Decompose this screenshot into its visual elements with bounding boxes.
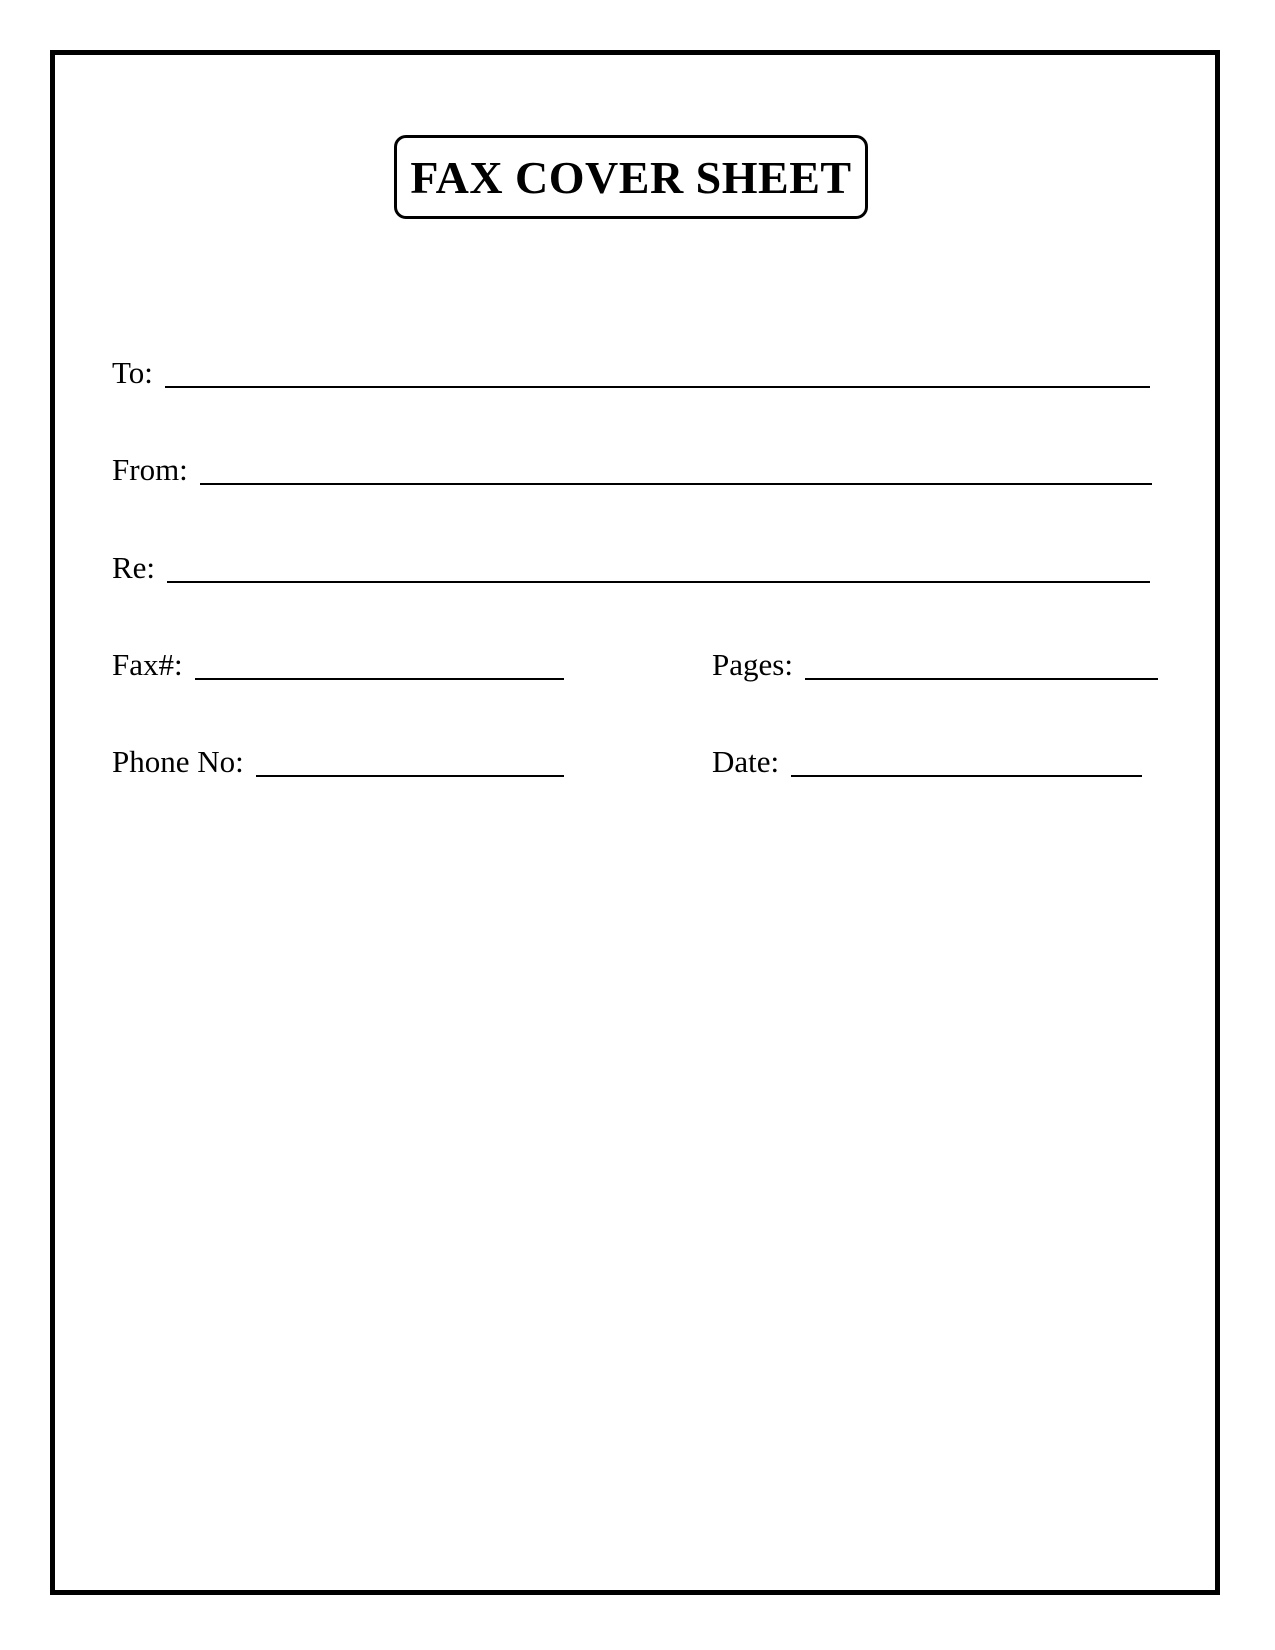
to-field — [112, 352, 1150, 392]
from-field — [112, 449, 1152, 489]
page-title: FAX COVER SHEET — [410, 151, 852, 203]
to-input-line[interactable] — [165, 386, 1150, 388]
fax-label: Fax#: — [112, 647, 183, 682]
from-label: From: — [112, 452, 188, 487]
pages-label: Pages: — [712, 647, 793, 682]
re-input-line[interactable] — [167, 581, 1150, 583]
page-border — [50, 50, 1220, 1595]
pages-field — [712, 644, 1158, 684]
phone-input-line[interactable] — [256, 775, 564, 777]
re-field — [112, 547, 1150, 587]
phone-field — [112, 741, 564, 781]
from-input-line[interactable] — [200, 483, 1152, 485]
fax-field — [112, 644, 564, 684]
pages-input-line[interactable] — [805, 678, 1158, 680]
title-box — [394, 135, 868, 219]
date-field — [712, 741, 1142, 781]
date-label: Date: — [712, 744, 780, 779]
to-label: To: — [112, 355, 153, 390]
fax-input-line[interactable] — [195, 678, 564, 680]
phone-label: Phone No: — [112, 744, 244, 779]
date-input-line[interactable] — [791, 775, 1142, 777]
re-label: Re: — [112, 550, 156, 585]
